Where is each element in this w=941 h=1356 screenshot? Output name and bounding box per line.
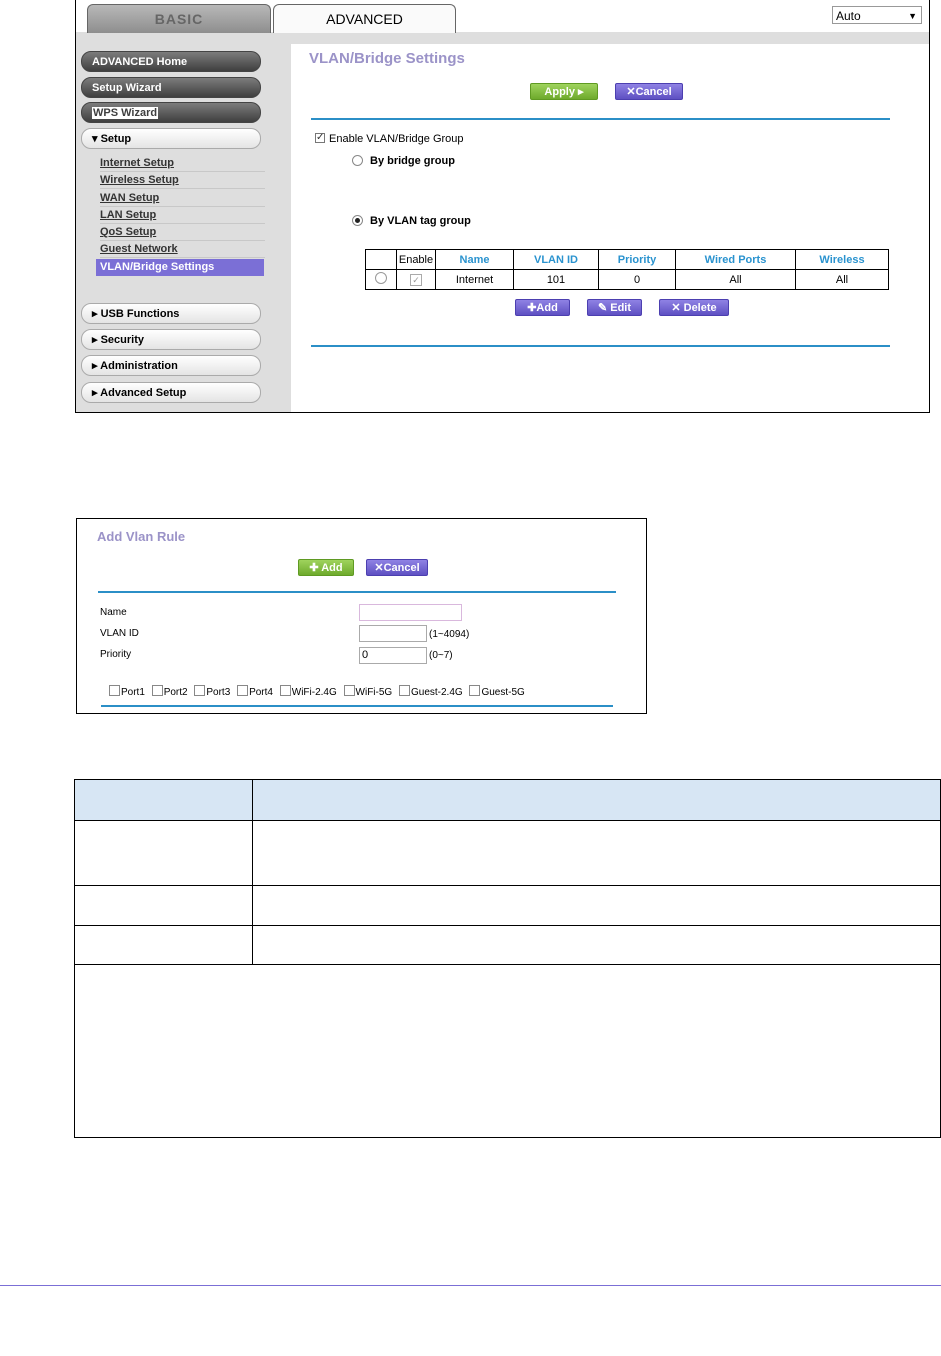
sidebar-link-vlan-bridge-settings[interactable]: VLAN/Bridge Settings: [96, 259, 264, 276]
vlan-id-label: VLAN ID: [100, 628, 139, 639]
table-row: [75, 965, 941, 1138]
row-select-cell: [366, 270, 397, 290]
sidebar-wps-wizard-label: WPS Wizard: [93, 107, 158, 119]
main-panel: [291, 44, 916, 413]
guest-5g-checkbox[interactable]: [469, 685, 480, 696]
port3-checkbox[interactable]: [194, 685, 205, 696]
sidebar-advanced-home[interactable]: ADVANCED Home: [81, 51, 261, 72]
close-icon: ✕: [374, 562, 384, 574]
column-header-priority: Priority: [599, 250, 676, 270]
priority-hint: (0~7): [429, 650, 453, 661]
sidebar-link-lan-setup[interactable]: LAN Setup: [100, 207, 265, 224]
vlan-tag-group-label: By VLAN tag group: [370, 215, 471, 227]
vlan-id-hint: (1~4094): [429, 629, 470, 640]
header-cell-description: [253, 780, 941, 821]
row-enable-checkbox[interactable]: ✓: [410, 274, 422, 286]
cancel-button-label: Cancel: [635, 86, 672, 98]
guest-5g-label: Guest-5G: [481, 687, 525, 698]
language-select[interactable]: [832, 6, 922, 24]
row-name: Internet: [436, 270, 514, 290]
sidebar-link-qos-setup[interactable]: QoS Setup: [100, 224, 265, 241]
add-vlan-add-label: Add: [321, 562, 343, 574]
tab-basic[interactable]: BASIC: [87, 4, 271, 33]
port4-checkbox[interactable]: [237, 685, 248, 696]
delete-button-label: Delete: [683, 302, 717, 314]
row-wireless: All: [796, 270, 889, 290]
enable-vlan-label: Enable VLAN/Bridge Group: [329, 133, 464, 145]
table-row: [75, 821, 941, 886]
add-vlan-cancel-button[interactable]: [366, 559, 428, 576]
name-label: Name: [100, 607, 127, 618]
column-header-enable: Enable: [397, 250, 436, 270]
wifi-5g-label: WiFi-5G: [355, 687, 393, 698]
bridge-group-radio[interactable]: [352, 155, 363, 166]
add-vlan-top-divider: [98, 591, 616, 593]
language-value: Auto: [836, 9, 861, 23]
edit-button[interactable]: [587, 299, 642, 316]
port1-checkbox[interactable]: [109, 685, 120, 696]
bridge-group-label: By bridge group: [370, 155, 455, 167]
sidebar-link-wireless-setup[interactable]: Wireless Setup: [100, 172, 265, 189]
port3-label: Port3: [206, 687, 231, 698]
wifi-24g-label: WiFi-2.4G: [291, 687, 337, 698]
table-cell-wide: [75, 965, 941, 1138]
column-header-vlan-id: VLAN ID: [514, 250, 599, 270]
table-header-row: [75, 780, 941, 821]
row-wired-ports: All: [676, 270, 796, 290]
row-priority: 0: [599, 270, 676, 290]
add-vlan-add-button[interactable]: [298, 559, 354, 576]
add-vlan-bottom-divider: [101, 705, 613, 707]
table-cell: [253, 886, 941, 926]
table-row: [75, 886, 941, 926]
table-cell: [253, 926, 941, 965]
edit-button-label: Edit: [610, 302, 632, 314]
priority-label: Priority: [100, 649, 132, 660]
sidebar-advanced-setup[interactable]: ▸ Advanced Setup: [81, 382, 261, 403]
table-cell: [75, 821, 253, 886]
sidebar-link-internet-setup[interactable]: Internet Setup: [100, 155, 265, 172]
add-vlan-title: Add Vlan Rule: [97, 529, 186, 544]
sidebar-link-wan-setup[interactable]: WAN Setup: [100, 190, 265, 207]
close-icon: ✕: [671, 302, 684, 314]
table-row: [75, 926, 941, 965]
column-header-wired-ports: Wired Ports: [676, 250, 796, 270]
page-title: VLAN/Bridge Settings: [309, 50, 465, 67]
bottom-divider: [311, 345, 890, 347]
delete-button[interactable]: [659, 299, 729, 316]
sidebar-security[interactable]: ▸ Security: [81, 329, 261, 350]
priority-field[interactable]: 0: [359, 647, 427, 664]
close-icon: ✕: [626, 86, 636, 98]
vlan-tag-group-radio[interactable]: [352, 215, 363, 226]
add-button[interactable]: [515, 299, 570, 316]
enable-vlan-checkbox[interactable]: ✓: [316, 132, 325, 143]
footer-rule: [0, 1285, 941, 1286]
sidebar-setup[interactable]: ▾ Setup: [81, 128, 261, 149]
guest-24g-label: Guest-2.4G: [410, 687, 463, 698]
select-column-header: [366, 250, 397, 270]
pencil-icon: ✎: [597, 302, 611, 314]
table-cell: [75, 926, 253, 965]
sidebar-usb-functions[interactable]: ▸ USB Functions: [81, 303, 261, 324]
wifi-24g-checkbox[interactable]: [280, 685, 291, 696]
add-button-label: Add: [536, 302, 558, 314]
plus-icon: ✚: [527, 302, 537, 314]
header-cell-field: [75, 780, 253, 821]
sidebar-setup-wizard[interactable]: Setup Wizard: [81, 77, 261, 98]
sidebar-link-guest-network[interactable]: Guest Network: [100, 241, 265, 258]
vlan-bridge-settings-screenshot: [75, 0, 930, 413]
add-vlan-cancel-label: Cancel: [383, 562, 420, 574]
chevron-down-icon: ▼: [908, 11, 917, 21]
guest-24g-checkbox[interactable]: [399, 685, 410, 696]
wifi-5g-checkbox[interactable]: [344, 685, 355, 696]
apply-button[interactable]: Apply ▸: [530, 83, 598, 100]
column-header-wireless: Wireless: [796, 250, 889, 270]
row-vlan-id: 101: [514, 270, 599, 290]
vlan-table: [365, 249, 889, 290]
table-row[interactable]: [366, 270, 889, 290]
vlan-table-header: [366, 250, 889, 270]
tab-strip: [76, 32, 930, 44]
cancel-button[interactable]: [615, 83, 683, 100]
plus-icon: ✚: [309, 562, 322, 574]
port4-label: Port4: [249, 687, 273, 698]
row-enable-cell: [397, 270, 436, 290]
table-cell: [253, 821, 941, 886]
port1-label: Port1: [121, 687, 145, 698]
vlan-id-field[interactable]: [359, 625, 427, 642]
port-checkboxes: [105, 685, 525, 698]
add-vlan-rule-screenshot: [76, 518, 647, 714]
column-header-name: Name: [436, 250, 514, 270]
table-cell: [75, 886, 253, 926]
tab-advanced[interactable]: ADVANCED: [273, 4, 456, 33]
sidebar-administration[interactable]: ▸ Administration: [81, 355, 261, 376]
field-description-table: [74, 779, 941, 1138]
port2-label: Port2: [163, 687, 188, 698]
port2-checkbox[interactable]: [152, 685, 163, 696]
sidebar-wps-wizard[interactable]: [81, 102, 261, 123]
row-select-radio[interactable]: [375, 272, 387, 284]
top-divider: [311, 118, 890, 120]
name-field[interactable]: [359, 604, 462, 621]
